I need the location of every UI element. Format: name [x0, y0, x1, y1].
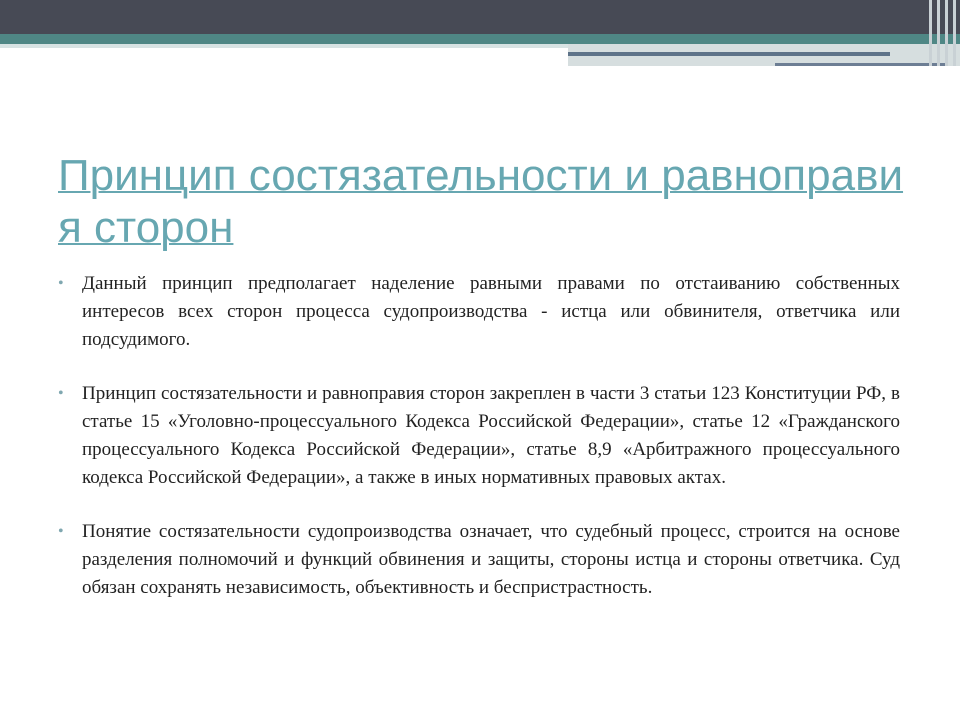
bullet-text: Принцип состязательности и равноправия сторон закреплен в части 3 статьи 123 Конституции РФ, в статье 15 «Уголовно-процессуального Кодекса Российской Федерации», статье 12 «Гражданского процессуального Кодекса Российской Федерации», статье 8,9 «Арбитражного процессуального кодекса Российской Федерации», а также в иных нормативных правовых актах.	[82, 383, 900, 488]
bullet-icon: •	[58, 275, 64, 292]
header-stripe-blue-short	[775, 63, 945, 66]
header-stripe-teal	[0, 34, 960, 44]
bullet-icon: •	[58, 385, 64, 402]
bullet-text: Данный принцип предполагает наделение равными правами по отстаиванию собственных интересов всех сторон процесса судопроизводства - истца или обвинителя, ответчика или подсудимого.	[82, 273, 900, 350]
header-stripe-blue	[568, 52, 890, 56]
slide-body	[58, 270, 900, 628]
bullet-item	[58, 518, 900, 602]
header-bar	[0, 0, 960, 34]
slide-title: Принцип состязательности и равноправия сторон	[58, 151, 904, 252]
decorative-lines	[925, 0, 960, 66]
bullet-icon: •	[58, 523, 64, 540]
bullet-item	[58, 270, 900, 354]
bullet-item	[58, 380, 900, 492]
bullet-text: Понятие состязательности судопроизводства означает, что судебный процесс, строится на основе разделения полномочий и функций обвинения и защиты, стороны истца и стороны ответчика. Суд обязан сохранять независимость, объективность и беспристрастность.	[82, 521, 900, 598]
header-stripe-light	[0, 44, 568, 48]
